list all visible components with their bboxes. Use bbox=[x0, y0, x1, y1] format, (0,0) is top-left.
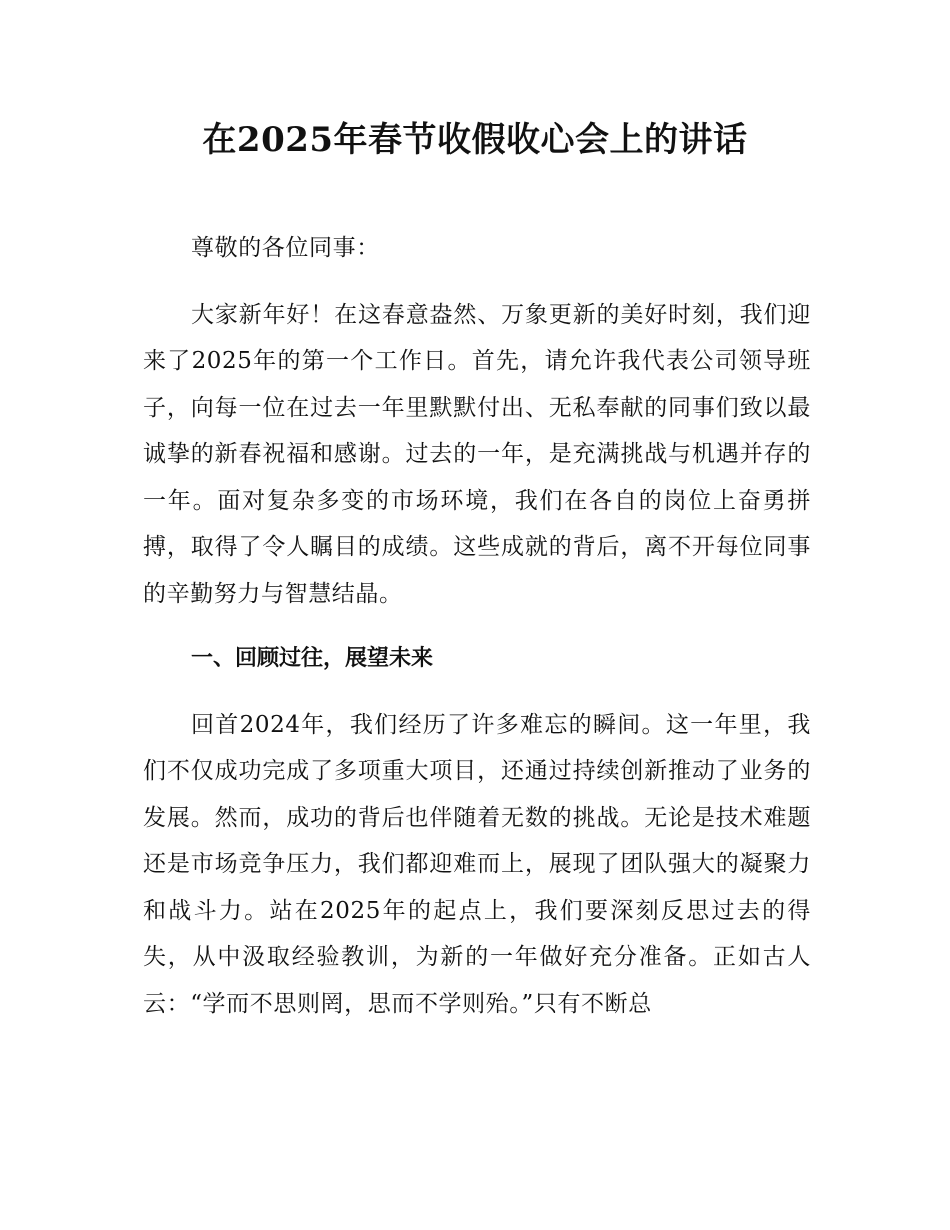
page-title: 在2025年春节收假收心会上的讲话 bbox=[202, 120, 748, 160]
salutation: 尊敬的各位同事： bbox=[191, 235, 380, 261]
paragraph: 回首2024年，我们经历了许多难忘的瞬间。这一年里，我们不仅成功完成了多项重大项目，还通过持续创新推动了业务的发展。然而，成功的背后也伴随着无数的挑战。无论是技术难题还是市场竞争压力，我们都迎难而上，展现了团队强大的凝聚力和战斗力。站在2025年的起点上，我们要深刻反思过去的得失，从中汲取经验教训，为新的一年做好充分准备。正如古人云：“学而不思则罔，思而不学则殆。”只有不断总 bbox=[143, 711, 811, 1017]
paragraph: 大家新年好！在这春意盎然、万象更新的美好时刻，我们迎来了2025年的第一个工作日。首先，请允许我代表公司领导班子，向每一位在过去一年里默默付出、无私奉献的同事们致以最诚挚的新春祝福和感谢。过去的一年，是充满挑战与机遇并存的一年。面对复杂多变的市场环境，我们在各自的岗位上奋勇拼搏，取得了令人瞩目的成绩。这些成就的背后，离不开每位同事的辛勤努力与智慧结晶。 bbox=[143, 301, 811, 607]
document-body bbox=[143, 225, 811, 1046]
section-heading: 一、回顾过往，展望未来 bbox=[191, 646, 434, 671]
